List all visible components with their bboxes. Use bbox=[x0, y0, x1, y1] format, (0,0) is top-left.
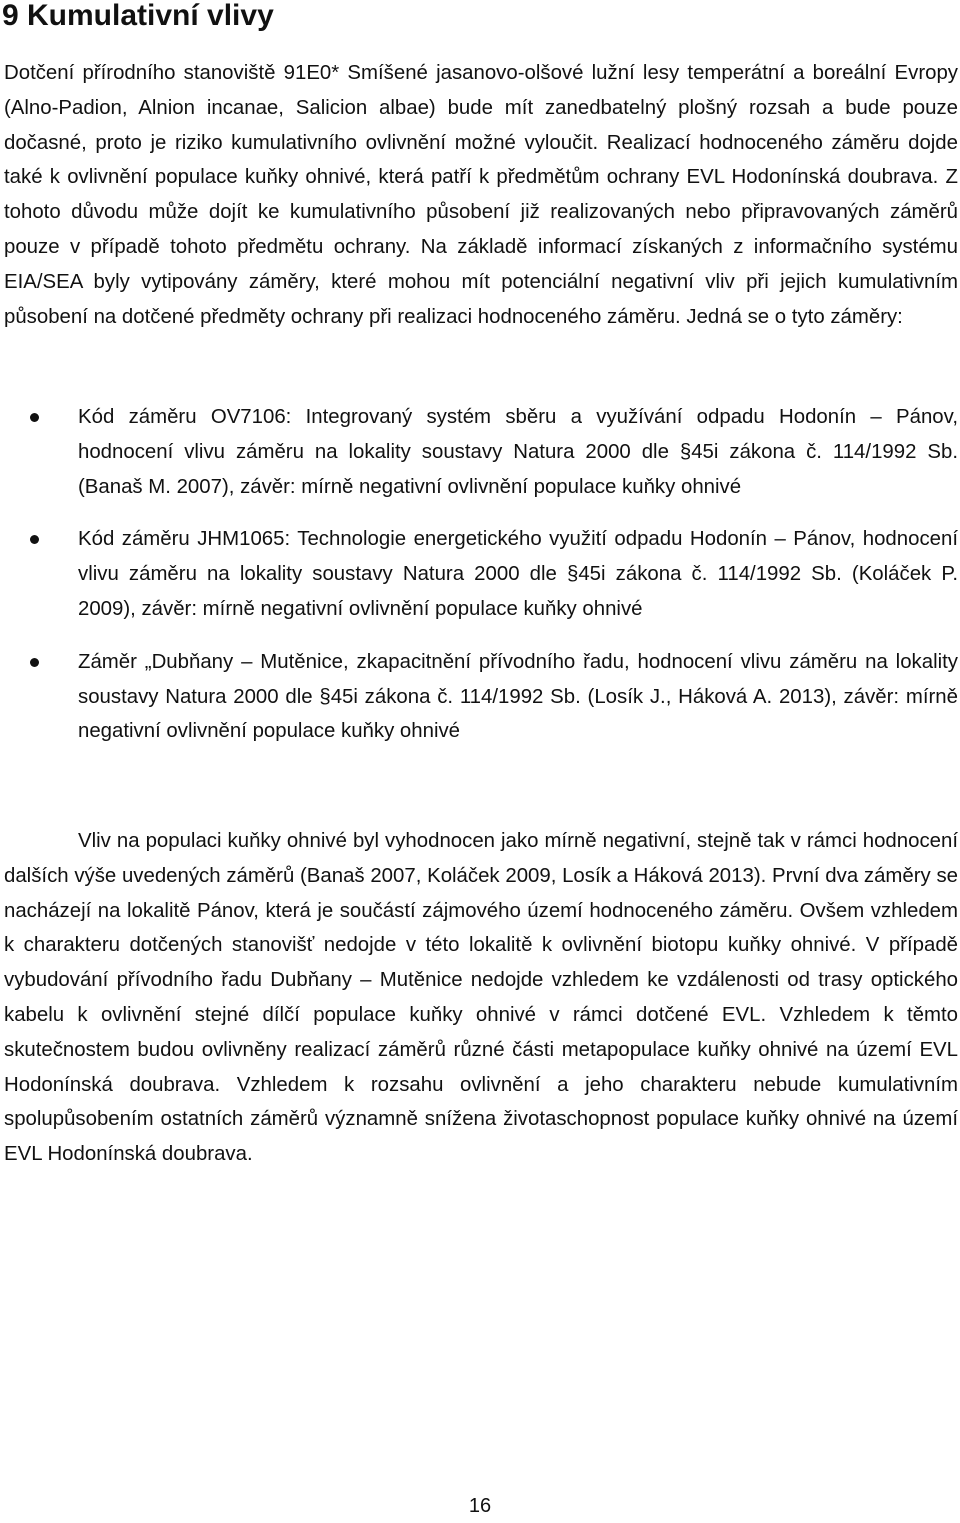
list-item bbox=[0, 645, 958, 749]
project-list bbox=[0, 400, 960, 767]
list-item-text: Kód záměru JHM1065: Technologie energetického využití odpadu Hodonín – Pánov, hodnocení vlivu záměru na lokality soustavy Natura 2000 dle §45i zákona č. 114/1992 Sb. (Koláček P. 2009), závěr: mírně negativní ovlivnění populace kuňky ohnivé bbox=[78, 528, 958, 620]
list-item bbox=[0, 400, 958, 504]
page-number: 16 bbox=[468, 1495, 492, 1517]
intro-paragraph: Dotčení přírodního stanoviště 91E0* Smíšené jasanovo-olšové lužní lesy temperátní a boreální Evropy (Alno-Padion, Alnion incanae, Salicion albae) bude mít zanedbatelný plošný rozsah a bude pouze dočasné, proto je riziko kumulativního ovlivnění možné vyloučit. Realizací hodnoceného záměru dojde také k ovlivnění populace kuňky ohnivé, která patří k předmětům ochrany EVL Hodonínská doubrava. Z tohoto důvodu může dojít ke kumulativního působení již realizovaných nebo připravovaných záměrů pouze v případě tohoto předmětu ochrany. Na základě informací získaných z informačního systému EIA/SEA byly vytipovány záměry, které mohou mít potenciální negativní vliv při jejich kumulativním působení na dotčené předměty ochrany při realizaci hodnoceného záměru. Jedná se o tyto záměry: bbox=[4, 62, 958, 328]
bullet-icon bbox=[30, 413, 39, 422]
conclusion-paragraph: Vliv na populaci kuňky ohnivé byl vyhodnocen jako mírně negativní, stejně tak v rámci hodnocení dalších výše uvedených záměrů (Banaš 2007, Koláček 2009, Losík a Háková 2013). První dva záměry se nacházejí na lokalitě Pánov, která je součástí zájmového území hodnoceného záměru. Ovšem vzhledem k charakteru dotčených stanovišť nedojde v této lokalitě k ovlivnění biotopu kuňky ohnivé. V případě vybudování přívodního řadu Dubňany – Mutěnice nedojde vzhledem ke vzdálenosti od trasy optického kabelu k ovlivnění stejné dílčí populace kuňky ohnivé v rámci dotčené EVL. Vzhledem k těmto skutečnostem budou ovlivněny realizací záměrů různé části metapopulace kuňky ohnivé na území EVL Hodonínská doubrava. Vzhledem k rozsahu ovlivnění a jeho charakteru nebude kumulativním spolupůsobením ostatních záměrů významně snížena životaschopnost populace kuňky ohnivé na území EVL Hodonínská doubrava. bbox=[4, 830, 958, 1166]
section-heading: 9 Kumulativní vlivy bbox=[2, 0, 274, 32]
list-item bbox=[0, 522, 958, 626]
bullet-icon bbox=[30, 535, 39, 544]
bullet-icon bbox=[30, 658, 39, 667]
list-item-text: Kód záměru OV7106: Integrovaný systém sběru a využívání odpadu Hodonín – Pánov, hodnocení vlivu záměru na lokality soustavy Natura 2000 dle §45i zákona č. 114/1992 Sb. (Banaš M. 2007), závěr: mírně negativní ovlivnění populace kuňky ohnivé bbox=[78, 406, 958, 498]
list-item-text: Záměr „Dubňany – Mutěnice, zkapacitnění přívodního řadu, hodnocení vlivu záměru na lokality soustavy Natura 2000 dle §45i zákona č. 114/1992 Sb. (Losík J., Háková A. 2013), závěr: mírně negativní ovlivnění populace kuňky ohnivé bbox=[78, 650, 958, 743]
